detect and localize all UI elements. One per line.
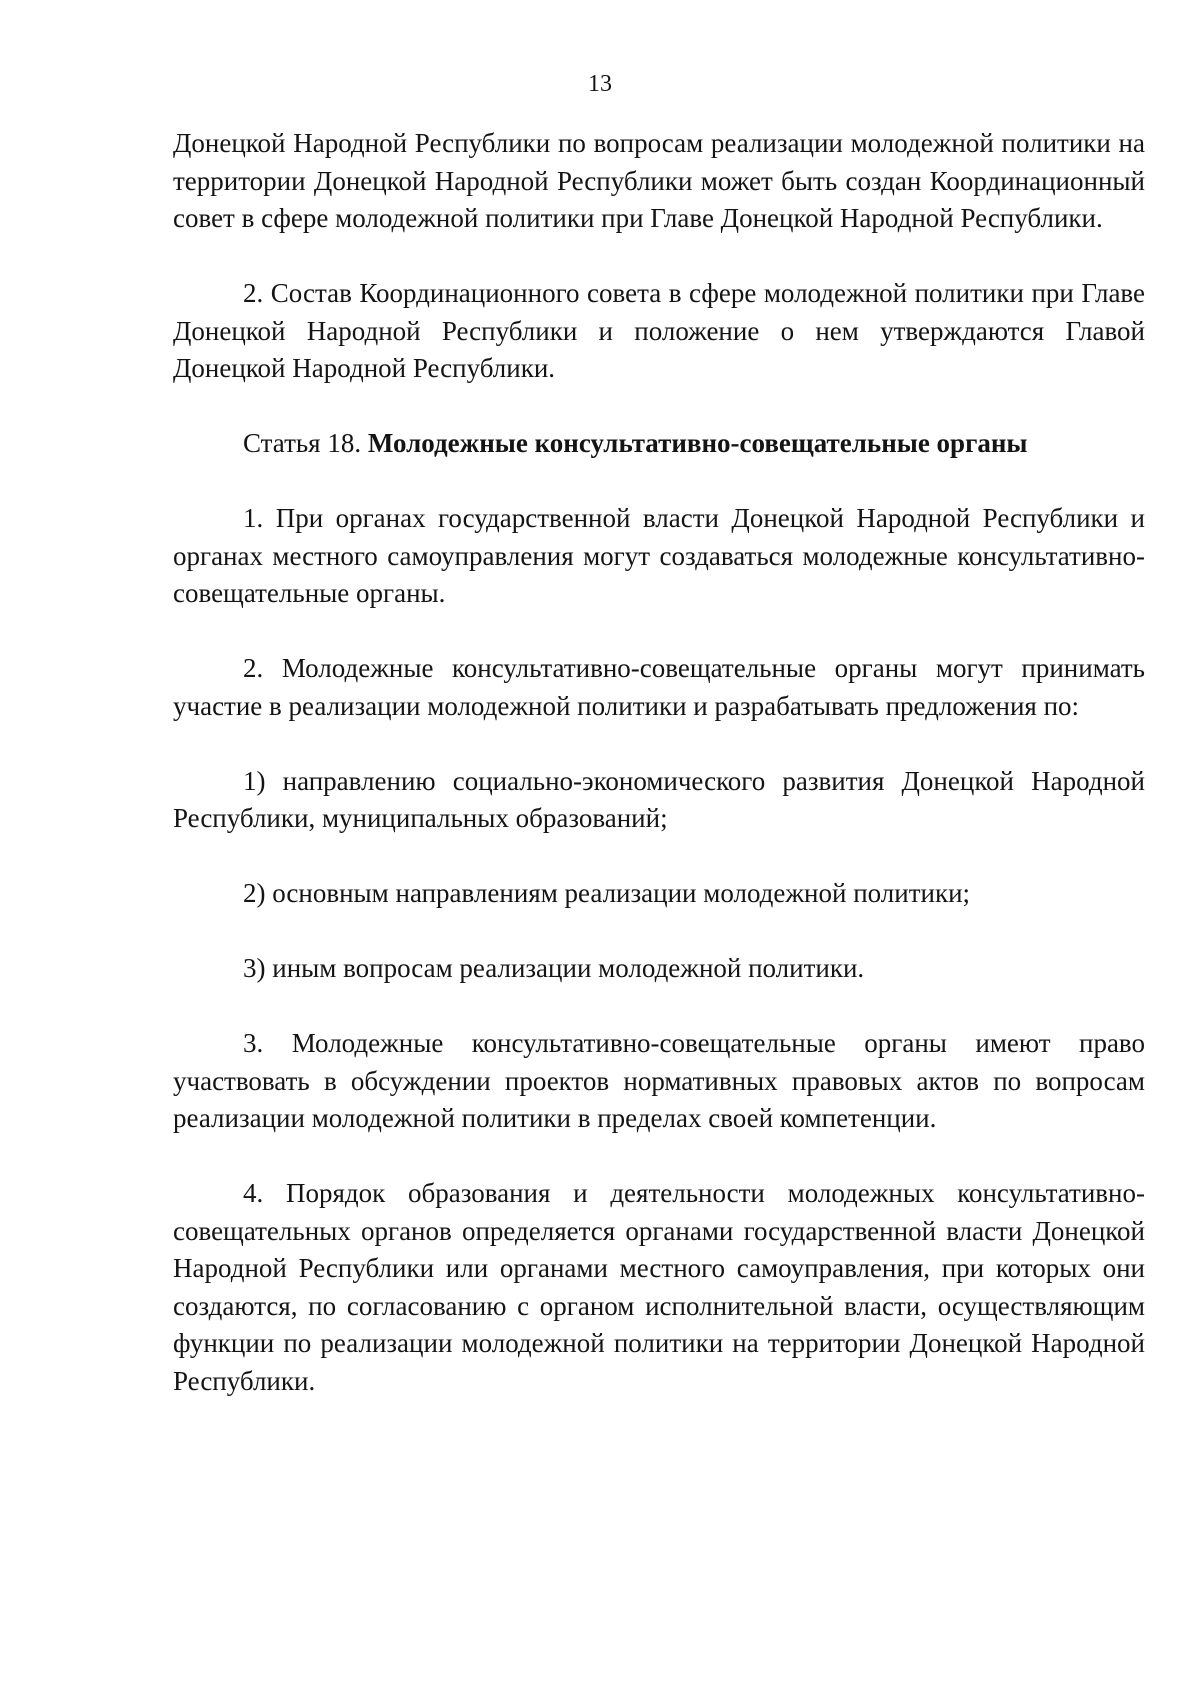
- paragraph-article18-subitem1: 1) направлению социально-экономического развития Донецкой Народной Республики, муниципальных образований;: [173, 765, 1145, 833]
- article-title: Молодежные консультативно-совещательные органы: [367, 428, 1028, 458]
- article-heading: [173, 425, 1145, 463]
- paragraph-article18-item1: 1. При органах государственной власти Донецкой Народной Республики и органах местного самоуправления могут создаваться молодежные консультативно-совещательные органы.: [173, 503, 1145, 608]
- paragraph-continuation: Донецкой Народной Республики по вопросам реализации молодежной политики на территории Донецкой Народной Республики может быть создан Координационный совет в сфере молодежной политики при Главе Донецкой Народной Республики.: [173, 128, 1145, 233]
- paragraph-article18-subitem3: 3) иным вопросам реализации молодежной политики.: [243, 953, 865, 983]
- page-number: 13: [588, 71, 612, 97]
- paragraph-article18-item3: 3. Молодежные консультативно-совещательные органы имеют право участвовать в обсуждении проектов нормативных правовых актов по вопросам реализации молодежной политики в пределах своей компетенции.: [173, 1028, 1145, 1133]
- paragraph-article17-item2: 2. Состав Координационного совета в сфере молодежной политики при Главе Донецкой Народной Республики и положение о нем утверждаются Главой Донецкой Народной Республики.: [173, 278, 1145, 383]
- article-number: Статья 18.: [243, 428, 362, 458]
- paragraph-article18-item4: 4. Порядок образования и деятельности молодежных консультативно-совещательных органов определяется органами государственной власти Донецкой Народной Республики или органами местного самоуправления, при которых они создаются, по согласованию с органом исполнительной власти, осуществляющим функции по реализации молодежной политики на территории Донецкой Народной Республики.: [173, 1178, 1145, 1396]
- paragraph-article18-subitem2: 2) основным направлениям реализации молодежной политики;: [243, 878, 971, 908]
- document-body: [173, 125, 1145, 1400]
- paragraph-article18-item2: 2. Молодежные консультативно-совещательные органы могут принимать участие в реализации молодежной политики и разрабатывать предложения по:: [173, 653, 1145, 721]
